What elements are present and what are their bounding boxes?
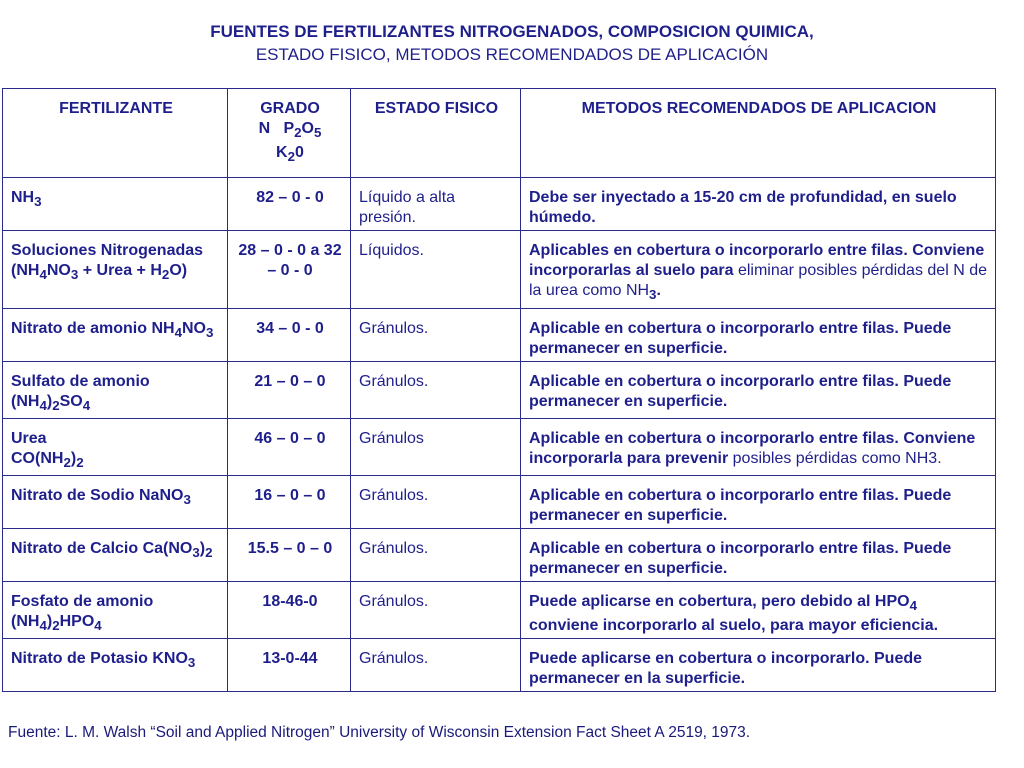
grade-cell: 18-46-0: [228, 581, 351, 638]
grade-cell: 13-0-44: [228, 639, 351, 692]
grade-cell: 16 – 0 – 0: [228, 475, 351, 528]
physical-state-cell: Gránulos.: [351, 361, 521, 418]
fertilizer-table: [2, 88, 996, 692]
methods-cell: Aplicable en cobertura o incorporarlo entre filas. Conviene incorporarla para prevenir posibles pérdidas como NH3.: [521, 418, 996, 475]
physical-state-cell: Gránulos.: [351, 308, 521, 361]
header-grado: GRADO N $P_2O_5$ $K_20$: [228, 89, 351, 178]
methods-cell: Aplicable en cobertura o incorporarlo entre filas. Puede permanecer en superficie.: [521, 475, 996, 528]
fertilizer-cell: Nitrato de Calcio $Ca(NO_3)_2$: [3, 528, 228, 581]
grade-cell: 15.5 – 0 – 0: [228, 528, 351, 581]
table-row: [3, 581, 996, 638]
fertilizer-cell: Urea $CO(NH_2)_2$: [3, 418, 228, 475]
grade-cell: 28 – 0 - 0 a 32 – 0 - 0: [228, 231, 351, 308]
physical-state-cell: Líquidos.: [351, 231, 521, 308]
header-metodos: METODOS RECOMENDADOS DE APLICACION: [521, 89, 996, 178]
methods-cell: Aplicables en cobertura o incorporarlo entre filas. Conviene incorporarlas al suelo para eliminar posibles pérdidas del N de la urea como $NH_3$.: [521, 231, 996, 308]
header-estado-fisico: ESTADO FISICO: [351, 89, 521, 178]
physical-state-cell: Gránulos.: [351, 475, 521, 528]
fertilizer-cell: Nitrato de Potasio $KNO_3$: [3, 639, 228, 692]
grade-cell: 82 – 0 - 0: [228, 178, 351, 231]
header-fertilizante: FERTILIZANTE: [3, 89, 228, 178]
table-header-row: [3, 89, 996, 178]
physical-state-cell: Gránulos.: [351, 528, 521, 581]
physical-state-cell: Gránulos.: [351, 639, 521, 692]
fertilizer-cell: Nitrato de Sodio NaNO$_3$: [3, 475, 228, 528]
methods-cell: Puede aplicarse en cobertura o incorporarlo. Puede permanecer en la superficie.: [521, 639, 996, 692]
table-row: [3, 639, 996, 692]
methods-cell: Aplicable en cobertura o incorporarlo entre filas. Puede permanecer en superficie.: [521, 528, 996, 581]
table-row: [3, 418, 996, 475]
fertilizer-cell: Fosfato de amonio $(NH_4)_2HPO_4$: [3, 581, 228, 638]
physical-state-cell: Líquido a alta presión.: [351, 178, 521, 231]
methods-cell: Debe ser inyectado a 15-20 cm de profundidad, en suelo húmedo.: [521, 178, 996, 231]
grade-cell: 46 – 0 – 0: [228, 418, 351, 475]
page-title: [0, 20, 1024, 66]
physical-state-cell: Gránulos.: [351, 581, 521, 638]
grade-cell: 21 – 0 – 0: [228, 361, 351, 418]
fertilizer-cell: Soluciones Nitrogenadas ($NH_4NO_3$ + Urea + $H_2O$): [3, 231, 228, 308]
fertilizer-cell: Sulfato de amonio $(NH_4)_2SO_4$: [3, 361, 228, 418]
table-row: [3, 308, 996, 361]
methods-cell: Aplicable en cobertura o incorporarlo entre filas. Puede permanecer en superficie.: [521, 361, 996, 418]
fertilizer-cell: Nitrato de amonio $NH_4NO_3$: [3, 308, 228, 361]
fertilizer-cell: $NH_3$: [3, 178, 228, 231]
table-row: [3, 528, 996, 581]
source-note: Fuente: L. M. Walsh “Soil and Applied Nitrogen” University of Wisconsin Extension Fact Sheet A 2519, 1973.: [8, 724, 751, 741]
table-row: [3, 475, 996, 528]
physical-state-cell: Gránulos: [351, 418, 521, 475]
title-line-1: FUENTES DE FERTILIZANTES NITROGENADOS, COMPOSICION QUIMICA,: [210, 22, 814, 41]
table-row: [3, 361, 996, 418]
table-row: [3, 231, 996, 308]
table-row: [3, 178, 996, 231]
grade-cell: 34 – 0 - 0: [228, 308, 351, 361]
methods-cell: Puede aplicarse en cobertura, pero debido al $HPO_4$ conviene incorporarlo al suelo, para mayor eficiencia.: [521, 581, 996, 638]
title-line-2: ESTADO FISICO, METODOS RECOMENDADOS DE APLICACIÓN: [255, 45, 769, 64]
methods-cell: Aplicable en cobertura o incorporarlo entre filas. Puede permanecer en superficie.: [521, 308, 996, 361]
